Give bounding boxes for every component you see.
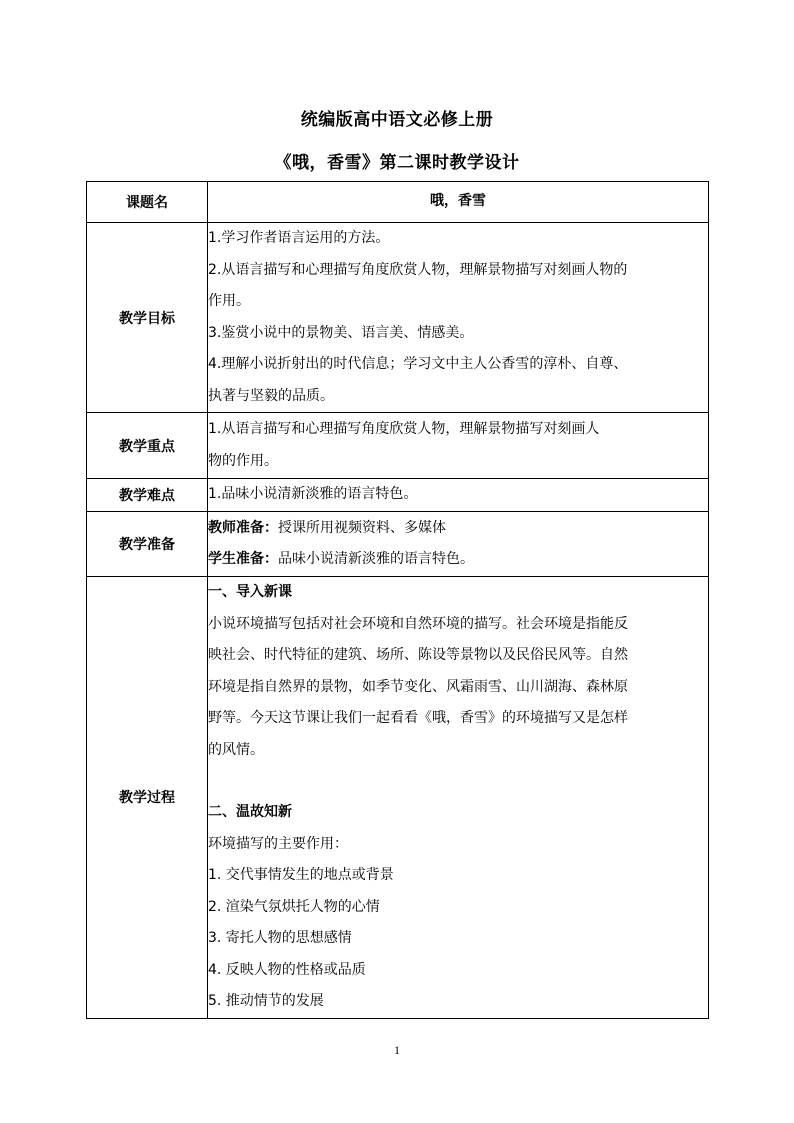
- label-difficulty: 教学难点: [87, 479, 208, 512]
- review-item: 4. 反映人物的性格或品质: [208, 961, 366, 978]
- section-heading: 二、温故知新: [208, 804, 292, 820]
- student-prep-text: 品味小说清新淡雅的语言特色。: [278, 551, 474, 567]
- value-topic: 哦，香雪: [208, 182, 709, 223]
- page-number: 1: [394, 1043, 400, 1057]
- value-difficulty: [208, 479, 709, 512]
- review-item: 2. 渲染气氛烘托人物的心情: [208, 898, 380, 915]
- label-process: 教学过程: [87, 577, 208, 1019]
- row-preparation: [87, 512, 709, 577]
- focus-line: 物的作用。: [208, 452, 278, 469]
- row-topic: [87, 182, 709, 223]
- value-focus: [208, 413, 709, 479]
- row-focus: [87, 413, 709, 479]
- goal-line: 4.理解小说折射出的时代信息；学习文中主人公香雪的淳朴、自尊、: [208, 356, 628, 372]
- label-goals: 教学目标: [87, 223, 208, 413]
- teacher-prep-text: 授课所用视频资料、多媒体: [278, 519, 446, 536]
- value-preparation: [208, 512, 709, 577]
- difficulty-line: 1.品味小说清新淡雅的语言特色。: [208, 486, 418, 503]
- student-prep: [208, 544, 708, 576]
- goal-line: 作用。: [208, 293, 250, 309]
- value-goals: [208, 223, 709, 413]
- label-focus: 教学重点: [87, 413, 208, 479]
- student-prep-label: 学生准备：: [208, 551, 278, 567]
- row-difficulty: [87, 479, 709, 512]
- label-preparation: 教学准备: [87, 512, 208, 577]
- teacher-prep-label: 教师准备：: [208, 519, 278, 536]
- label-topic: 课题名: [87, 182, 208, 223]
- goal-line: 执著与坚毅的品质。: [208, 387, 334, 404]
- focus-line: 1.从语言描写和心理描写角度欣赏人物，理解景物描写对刻画人: [208, 421, 600, 437]
- document-subtitle: 《哦，香雪》第二课时教学设计: [274, 153, 520, 173]
- value-process: [208, 577, 709, 1019]
- review-intro: 环境描写的主要作用：: [208, 835, 348, 852]
- row-process: [87, 577, 709, 1019]
- teacher-prep: [208, 513, 708, 545]
- intro-line: 野等。今天这节课让我们一起看看《哦，香雪》的环境描写又是怎样: [208, 710, 628, 726]
- intro-line: 映社会、时代特征的建筑、场所、陈设等景物以及民俗民风等。自然: [208, 647, 628, 663]
- intro-line: 小说环境描写包括对社会环境和自然环境的描写。社会环境是指能反: [208, 615, 628, 632]
- review-item: 3. 寄托人物的思想感情: [208, 930, 352, 946]
- intro-line: 的风情。: [208, 741, 264, 758]
- review-item: 5. 推动情节的发展: [208, 993, 324, 1009]
- lesson-plan-table: [86, 181, 709, 1019]
- document-title: 统编版高中语文必修上册: [300, 110, 494, 130]
- goal-line: 3.鉴赏小说中的景物美、语言美、情感美。: [208, 324, 474, 341]
- section-heading: 一、导入新课: [208, 584, 292, 600]
- intro-line: 环境是指自然界的景物，如季节变化、风霜雨雪、山川湖海、森林原: [208, 678, 628, 695]
- blank-line: [208, 766, 708, 797]
- goal-line: 1.学习作者语言运用的方法。: [208, 230, 390, 246]
- row-goals: [87, 223, 709, 413]
- review-item: 1. 交代事情发生的地点或背景: [208, 867, 394, 883]
- goal-line: 2.从语言描写和心理描写角度欣赏人物，理解景物描写对刻画人物的: [208, 261, 628, 278]
